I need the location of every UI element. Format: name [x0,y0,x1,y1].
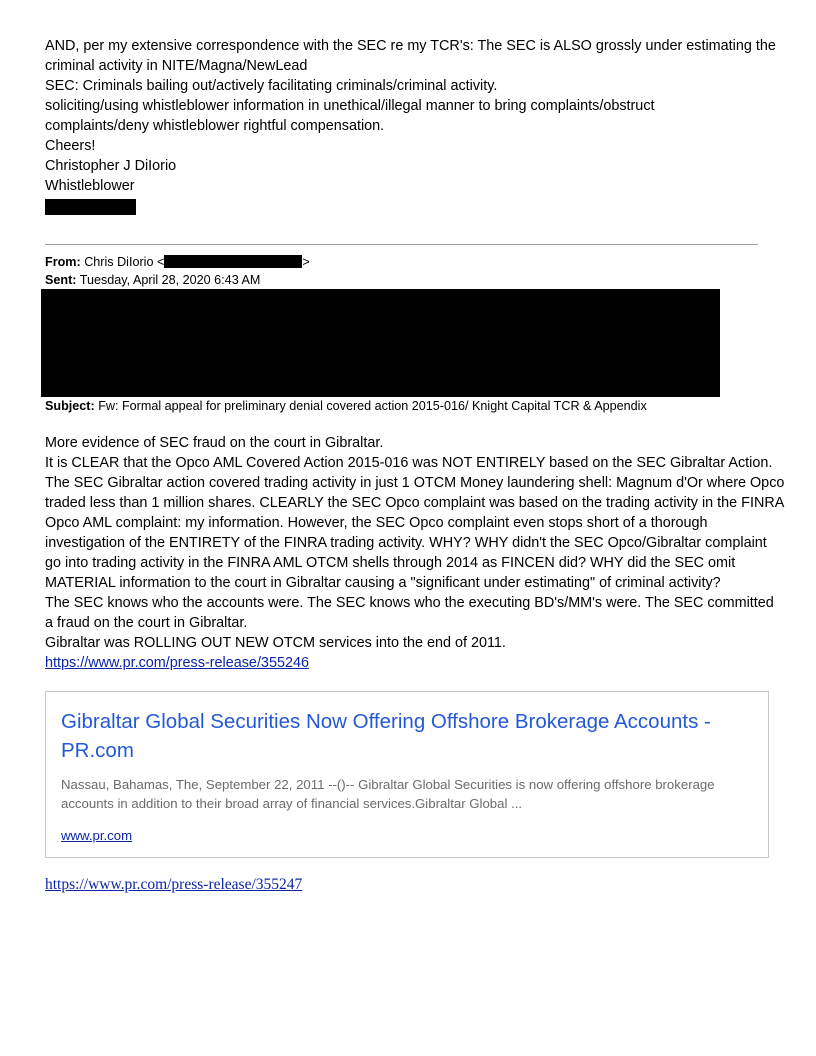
preview-description: Nassau, Bahamas, The, September 22, 2011 --()-- Gibraltar Global Securities is now offering offshore brokerage accounts in addition to their broad array of financial services.Gibraltar Global ... [61,777,715,811]
from-close: > [302,255,310,269]
from-line [45,254,310,271]
text-line: SEC: Criminals bailing out/actively facilitating criminals/criminal activity. [45,78,498,94]
signature-title: Whistleblower [45,178,135,194]
text-line: Cheers! [45,138,96,154]
subject-line [45,398,647,415]
sent-value: Tuesday, April 28, 2020 6:43 AM [79,273,261,287]
redaction-block [45,199,136,215]
subject-value: Fw: Formal appeal for preliminary denial covered action 2015-016/ Knight Capital TCR & Appendix [98,399,647,413]
body-paragraph: More evidence of SEC fraud on the court in Gibraltar. [45,435,384,451]
sent-line [45,272,260,289]
text-line: soliciting/using whistleblower information in unethical/illegal manner to bring complaints/obstruct [45,98,655,114]
text-line: complaints/deny whistleblower rightful compensation. [45,118,385,134]
link-preview-card[interactable] [45,691,769,858]
preview-domain-link[interactable]: www.pr.com [61,828,133,843]
body-paragraph: It is CLEAR that the Opco AML Covered Action 2015-016 was NOT ENTIRELY based on the SEC Gibraltar Action. The SEC Gibraltar action covered trading activity in just 1 OTCM Money laundering shell: Magnum d'Or where Opco traded less than 1 million shares. CLEARLY the SEC Opco complaint was based on the trading activity in the FINRA Opco AML complaint: my information. However, the SEC Opco complaint even stops short of a thorough investigation of the ENTIRETY of the FINRA trading activity. WHY? WHY didn't the SEC Opco/Gibraltar complaint go into trading activity in the FINRA AML OTCM shells through 2014 as FINCEN did? WHY did the SEC omit MATERIAL information to the court in Gibraltar causing a "significant under estimating" of criminal activity? [45,455,785,591]
body-paragraph: The SEC knows who the accounts were. The SEC knows who the executing BD's/MM's were. The SEC committed a fraud on the court in Gibraltar. [45,595,774,631]
header-redaction-block [41,289,720,397]
text-line: AND, per my extensive correspondence with the SEC re my TCR's: The SEC is ALSO grossly under estimating the [45,38,776,54]
divider [45,244,758,245]
email-redaction [164,255,302,268]
from-name: Chris DiIorio < [84,255,165,269]
from-label: From: [45,255,81,269]
text-line: criminal activity in NITE/Magna/NewLead [45,58,308,74]
subject-label: Subject: [45,399,95,413]
body-paragraph: Gibraltar was ROLLING OUT NEW OTCM services into the end of 2011. [45,635,506,651]
press-release-link[interactable]: https://www.pr.com/press-release/355246 [45,655,309,671]
email-body [45,433,785,673]
signature-name: Christopher J DiIorio [45,158,177,174]
footer-press-release-link[interactable]: https://www.pr.com/press-release/355247 [45,876,303,893]
sent-label: Sent: [45,273,77,287]
preview-title[interactable]: Gibraltar Global Securities Now Offering Offshore Brokerage Accounts - PR.com [61,710,711,762]
